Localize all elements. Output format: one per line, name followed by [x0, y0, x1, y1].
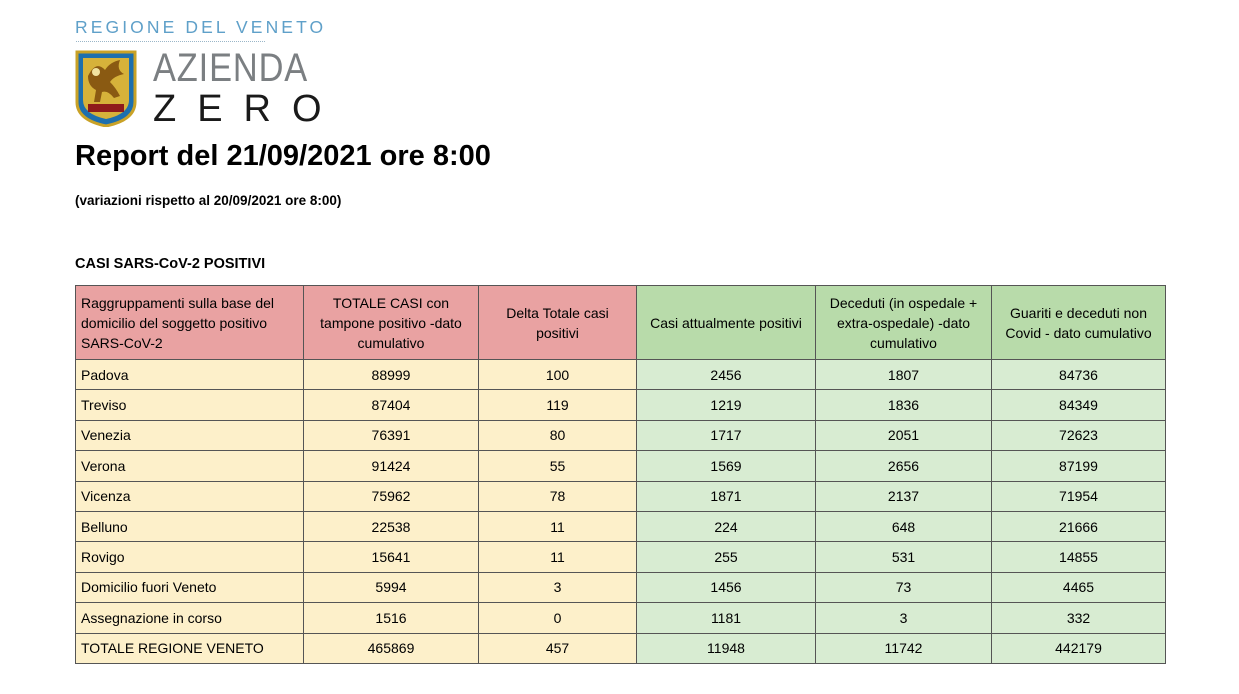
table-row — [76, 360, 1166, 390]
table-row — [76, 420, 1166, 450]
column-header-recovered: Guariti e deceduti non Covid - dato cumulativo — [992, 286, 1166, 360]
recovered-cell: 71954 — [992, 481, 1166, 511]
area-cell: Padova — [76, 360, 304, 390]
table-row — [76, 603, 1166, 633]
area-cell: Vicenza — [76, 481, 304, 511]
delta-cell: 119 — [479, 390, 637, 420]
current-positive-cell: 224 — [637, 511, 816, 541]
recovered-cell: 14855 — [992, 542, 1166, 572]
total-cases-cell: 22538 — [304, 511, 479, 541]
current-positive-cell: 11948 — [637, 633, 816, 663]
logo-dotted-divider — [76, 41, 265, 42]
total-cases-cell: 15641 — [304, 542, 479, 572]
delta-cell: 11 — [479, 542, 637, 572]
table-body — [76, 360, 1166, 664]
total-cases-cell: 91424 — [304, 451, 479, 481]
current-positive-cell: 1456 — [637, 572, 816, 602]
table-row — [76, 572, 1166, 602]
recovered-cell: 4465 — [992, 572, 1166, 602]
positive-cases-table — [75, 285, 1166, 664]
current-positive-cell: 1717 — [637, 420, 816, 450]
deceased-cell: 73 — [816, 572, 992, 602]
deceased-cell: 2051 — [816, 420, 992, 450]
area-cell: Domicilio fuori Veneto — [76, 572, 304, 602]
area-cell: Assegnazione in corso — [76, 603, 304, 633]
total-cases-cell: 88999 — [304, 360, 479, 390]
azienda-zero-logo — [74, 17, 343, 130]
current-positive-cell: 1181 — [637, 603, 816, 633]
report-subtitle: (variazioni rispetto al 20/09/2021 ore 8:00) — [75, 193, 342, 208]
area-cell: Verona — [76, 451, 304, 481]
total-cases-cell: 465869 — [304, 633, 479, 663]
column-header-area: Raggruppamenti sulla base del domicilio del soggetto positivo SARS-CoV-2 — [76, 286, 304, 360]
deceased-cell: 2656 — [816, 451, 992, 481]
table-header-row — [76, 286, 1166, 360]
table-row — [76, 633, 1166, 663]
recovered-cell: 84349 — [992, 390, 1166, 420]
recovered-cell: 332 — [992, 603, 1166, 633]
recovered-cell: 21666 — [992, 511, 1166, 541]
area-cell: Venezia — [76, 420, 304, 450]
delta-cell: 11 — [479, 511, 637, 541]
column-header-delta: Delta Totale casi positivi — [479, 286, 637, 360]
delta-cell: 100 — [479, 360, 637, 390]
current-positive-cell: 1569 — [637, 451, 816, 481]
section-title: CASI SARS-CoV-2 POSITIVI — [75, 256, 266, 272]
current-positive-cell: 1219 — [637, 390, 816, 420]
area-cell: Treviso — [76, 390, 304, 420]
total-cases-cell: 87404 — [304, 390, 479, 420]
delta-cell: 80 — [479, 420, 637, 450]
deceased-cell: 531 — [816, 542, 992, 572]
table-row — [76, 481, 1166, 511]
table-row — [76, 451, 1166, 481]
current-positive-cell: 1871 — [637, 481, 816, 511]
total-cases-cell: 75962 — [304, 481, 479, 511]
deceased-cell: 11742 — [816, 633, 992, 663]
recovered-cell: 87199 — [992, 451, 1166, 481]
column-header-deceased: Deceduti (in ospedale + extra-ospedale) -dato cumulativo — [816, 286, 992, 360]
total-cases-cell: 76391 — [304, 420, 479, 450]
table-row — [76, 511, 1166, 541]
deceased-cell: 648 — [816, 511, 992, 541]
recovered-cell: 72623 — [992, 420, 1166, 450]
recovered-cell: 84736 — [992, 360, 1166, 390]
total-cases-cell: 1516 — [304, 603, 479, 633]
area-cell: Rovigo — [76, 542, 304, 572]
lion-of-saint-mark-icon — [74, 50, 138, 127]
column-header-current-positive: Casi attualmente positivi — [637, 286, 816, 360]
deceased-cell: 2137 — [816, 481, 992, 511]
table-row — [76, 542, 1166, 572]
logo-name-line1: AZIENDA — [153, 46, 309, 90]
table-row — [76, 390, 1166, 420]
area-cell: Belluno — [76, 511, 304, 541]
delta-cell: 3 — [479, 572, 637, 602]
recovered-cell: 442179 — [992, 633, 1166, 663]
deceased-cell: 1836 — [816, 390, 992, 420]
delta-cell: 457 — [479, 633, 637, 663]
logo-name-line2: ZERO — [153, 88, 343, 130]
area-cell: TOTALE REGIONE VENETO — [76, 633, 304, 663]
current-positive-cell: 2456 — [637, 360, 816, 390]
total-cases-cell: 5994 — [304, 572, 479, 602]
report-title: Report del 21/09/2021 ore 8:00 — [75, 140, 491, 172]
current-positive-cell: 255 — [637, 542, 816, 572]
delta-cell: 78 — [479, 481, 637, 511]
logo-region-text: REGIONE DEL VENETO — [75, 17, 327, 37]
delta-cell: 0 — [479, 603, 637, 633]
deceased-cell: 1807 — [816, 360, 992, 390]
delta-cell: 55 — [479, 451, 637, 481]
column-header-total-cases: TOTALE CASI con tampone positivo -dato cumulativo — [304, 286, 479, 360]
deceased-cell: 3 — [816, 603, 992, 633]
